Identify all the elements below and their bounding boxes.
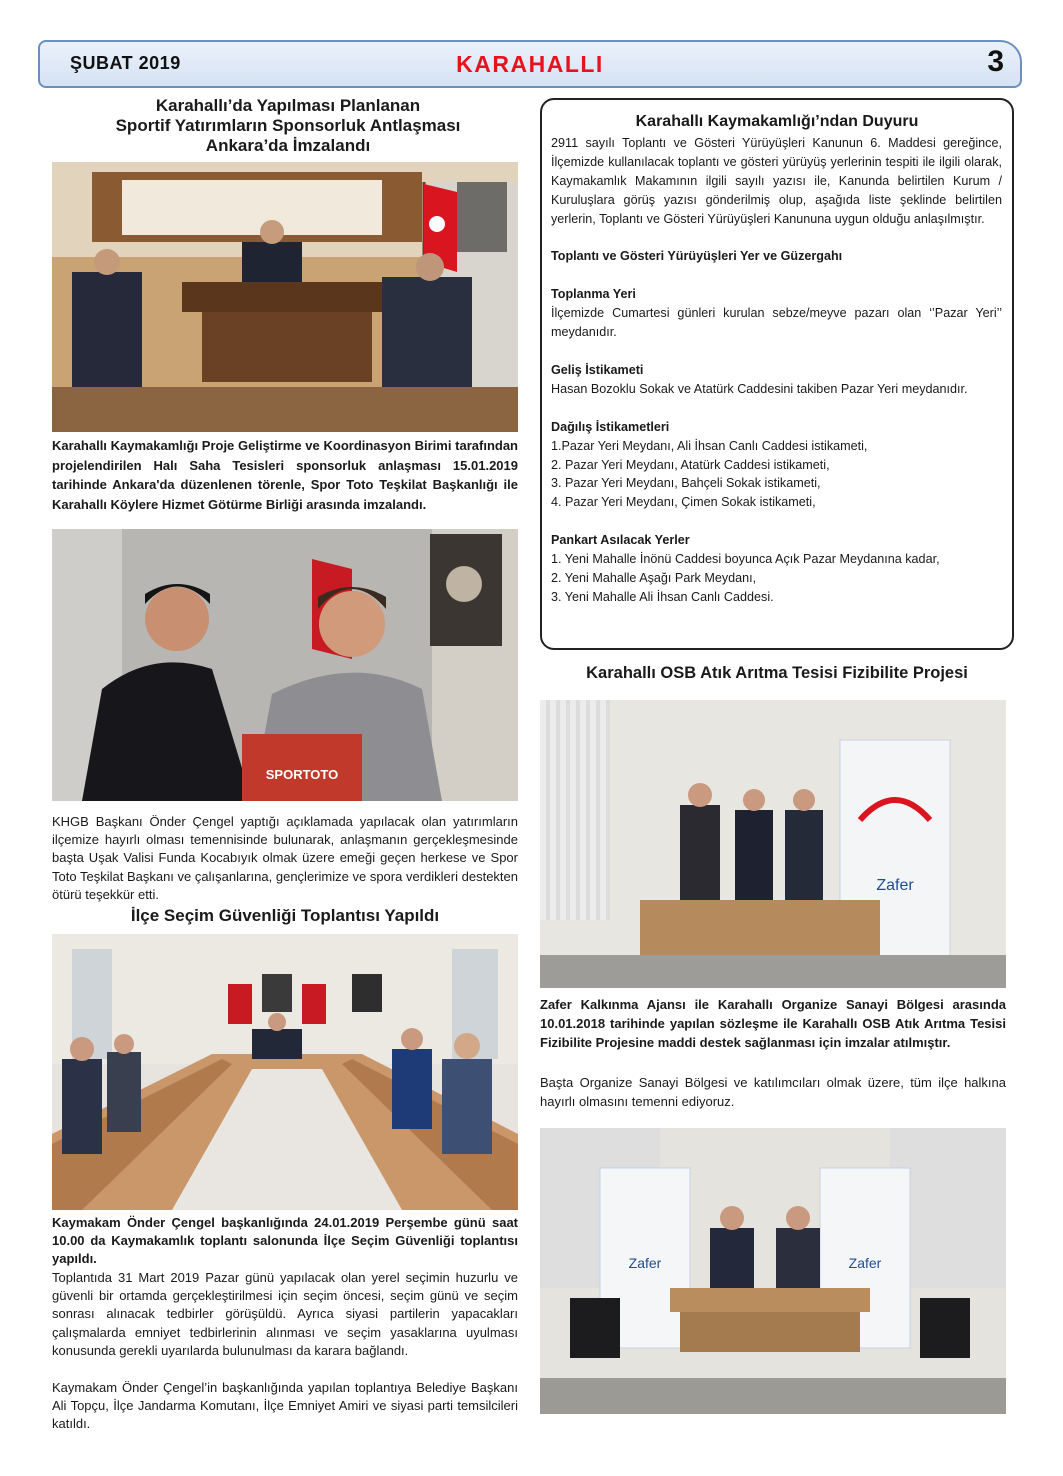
zafer-banner-text: Zafer xyxy=(848,1255,882,1271)
notice-title: Karahallı Kaymakamlığı’ndan Duyuru xyxy=(635,113,919,130)
article2-lead: Kaymakam Önder Çengel başkanlığında 24.01.2019 Perşembe günü saat 10.00 da Kaymakamlık toplantı salonunda İlçe Seçim Güvenliği toplantısı yapıldı. xyxy=(52,1215,518,1267)
article3-caption: Zafer Kalkınma Ajansı ile Karahallı Organize Sanayi Bölgesi arasında 10.01.2018 tarihinde yapılan sözleşme ile Karahallı OSB Atık Arıtma Tesisi Fizibilite Projesine maddi destek sağlanması için imzalar atılmıştır. xyxy=(540,997,1006,1050)
article3-photo-table xyxy=(540,1128,1006,1414)
page-number: 3 xyxy=(987,45,1004,78)
notice-box xyxy=(540,98,1014,650)
article2-photo-meeting xyxy=(52,934,518,1210)
sportoto-logo-text: SPORTOTO xyxy=(265,767,339,782)
list-item: 3. Yeni Mahalle Ali İhsan Canlı Caddesi. xyxy=(551,589,774,604)
paper-name: KARAHALLI xyxy=(456,51,604,77)
article3-body: Başta Organize Sanayi Bölgesi ve katılımcıları olmak üzere, tüm ilçe halkına hayırlı olmasını temenni ediyoruz. xyxy=(540,1075,1006,1109)
notice-gathering-text: İlçemizde Cumartesi günleri kurulan sebze/meyve pazarı olan ‘’Pazar Yeri’’ meydanıdır. xyxy=(551,306,1002,340)
article1-caption: Karahallı Kaymakamlığı Proje Geliştirme ve Koordinasyon Birimi tarafından projelendirilen Halı Saha Tesisleri sponsorluk anlaşması 15.01.2019 tarihinde Ankara'da düzenlenen törenle, Spor Toto Teşkilat Başkanlığı ile Karahallı Köylere Hizmet Götürme Birliği arasında imzalandı. xyxy=(52,438,518,512)
list-item: 1. Yeni Mahalle İnönü Caddesi boyunca Açık Pazar Meydanına kadar, xyxy=(551,552,940,567)
notice-gathering-title: Toplanma Yeri xyxy=(551,287,636,302)
article1-title: Karahallı’da Yapılması Planlanan Sportif Yatırımların Sponsorluk Antlaşması Ankara’da İmzalandı xyxy=(115,96,461,156)
article1-photo-sportoto xyxy=(52,529,518,801)
notice-banner-title: Pankart Asılacak Yerler xyxy=(551,533,690,548)
list-item: 2. Yeni Mahalle Aşağı Park Meydanı, xyxy=(551,571,757,586)
article2-body2: Kaymakam Önder Çengel’in başkanlığında yapılan toplantıya Belediye Başkanı Ali Topçu, İlçe Jandarma Komutanı, İlçe Emniyet Amiri ve siyasi parti temsilcileri katıldı. xyxy=(52,1380,518,1432)
issue-date: ŞUBAT 2019 xyxy=(70,53,181,73)
notice-intro: 2911 sayılı Toplantı ve Gösteri Yürüyüşleri Kanunun 6. Maddesi gereğince, İlçemizde kullanılacak toplantı ve gösteri yürüyüş yerlerinin tespiti ile ilgili olarak, Kaymakamlık Makamının ilgili sayılı yazısı ile, Kanunda belirtilen Kurum / Kuruluşlara görüş yazısı gönderilmiş olup, aşağıda liste şeklinde belirtilen yerlerin, Toplantı ve Gösteri Yürüyüşleri Kanununa uygun olduğu anlaşılmıştır. xyxy=(551,136,1002,226)
list-item: 1.Pazar Yeri Meydanı, Ali İhsan Canlı Caddesi istikameti, xyxy=(551,438,868,453)
notice-body xyxy=(551,134,1002,607)
article1-photo-office xyxy=(52,162,518,432)
notice-dispersal-title: Dağılış İstikametleri xyxy=(551,419,670,434)
zafer-banner-text: Zafer xyxy=(876,877,914,894)
list-item: 3. Pazar Yeri Meydanı, Bahçeli Sokak istikameti, xyxy=(551,476,821,491)
zafer-banner-text: Zafer xyxy=(628,1255,662,1271)
list-item: 4. Pazar Yeri Meydanı, Çimen Sokak istikameti, xyxy=(551,495,816,510)
list-item: 2. Pazar Yeri Meydanı, Atatürk Caddesi istikameti, xyxy=(551,457,830,472)
notice-section-title: Toplantı ve Gösteri Yürüyüşleri Yer ve Güzergahı xyxy=(551,249,843,264)
notice-arrival-text: Hasan Bozoklu Sokak ve Atatürk Caddesini takiben Pazar Yeri meydanıdır. xyxy=(551,381,968,396)
masthead xyxy=(38,40,1022,88)
article3-title: Karahallı OSB Atık Arıtma Tesisi Fizibilite Projesi xyxy=(586,664,968,682)
article3-photo-signing xyxy=(540,700,1006,988)
article1-body: KHGB Başkanı Önder Çengel yaptığı açıklamada yapılacak olan yatırımların ilçemize hayırlı olması temennisinde bulunarak, anlaşmanın gerçekleşmesinde başta Uşak Valisi Funda Kocabıyık olmak üzere emeği geçen herkese ve Spor Toto Teşkilat Başkanı ve çalışanlarına, gençlerimize ve spora verdikleri destekten ötürü teşekkür etti. xyxy=(52,814,518,902)
notice-arrival-title: Geliş İstikameti xyxy=(551,363,644,378)
article2-body1: Toplantıda 31 Mart 2019 Pazar günü yapılacak olan yerel seçimin huzurlu ve güvenli bir ortamda gerçekleştirilmesi için seçim öncesi, seçim günü ve seçim sonrası alınacak tedbirler görüşüldü. Ayrıca siyasi partilerin yapacakları çalışmalarda emniyet tedbirlerinin alınması ve seçim yasaklarına uyulması konusunda gerekli uyarılarda bulunulması da karara bağlandı. xyxy=(52,1270,518,1358)
article2-title: İlçe Seçim Güvenliği Toplantısı Yapıldı xyxy=(130,906,440,925)
